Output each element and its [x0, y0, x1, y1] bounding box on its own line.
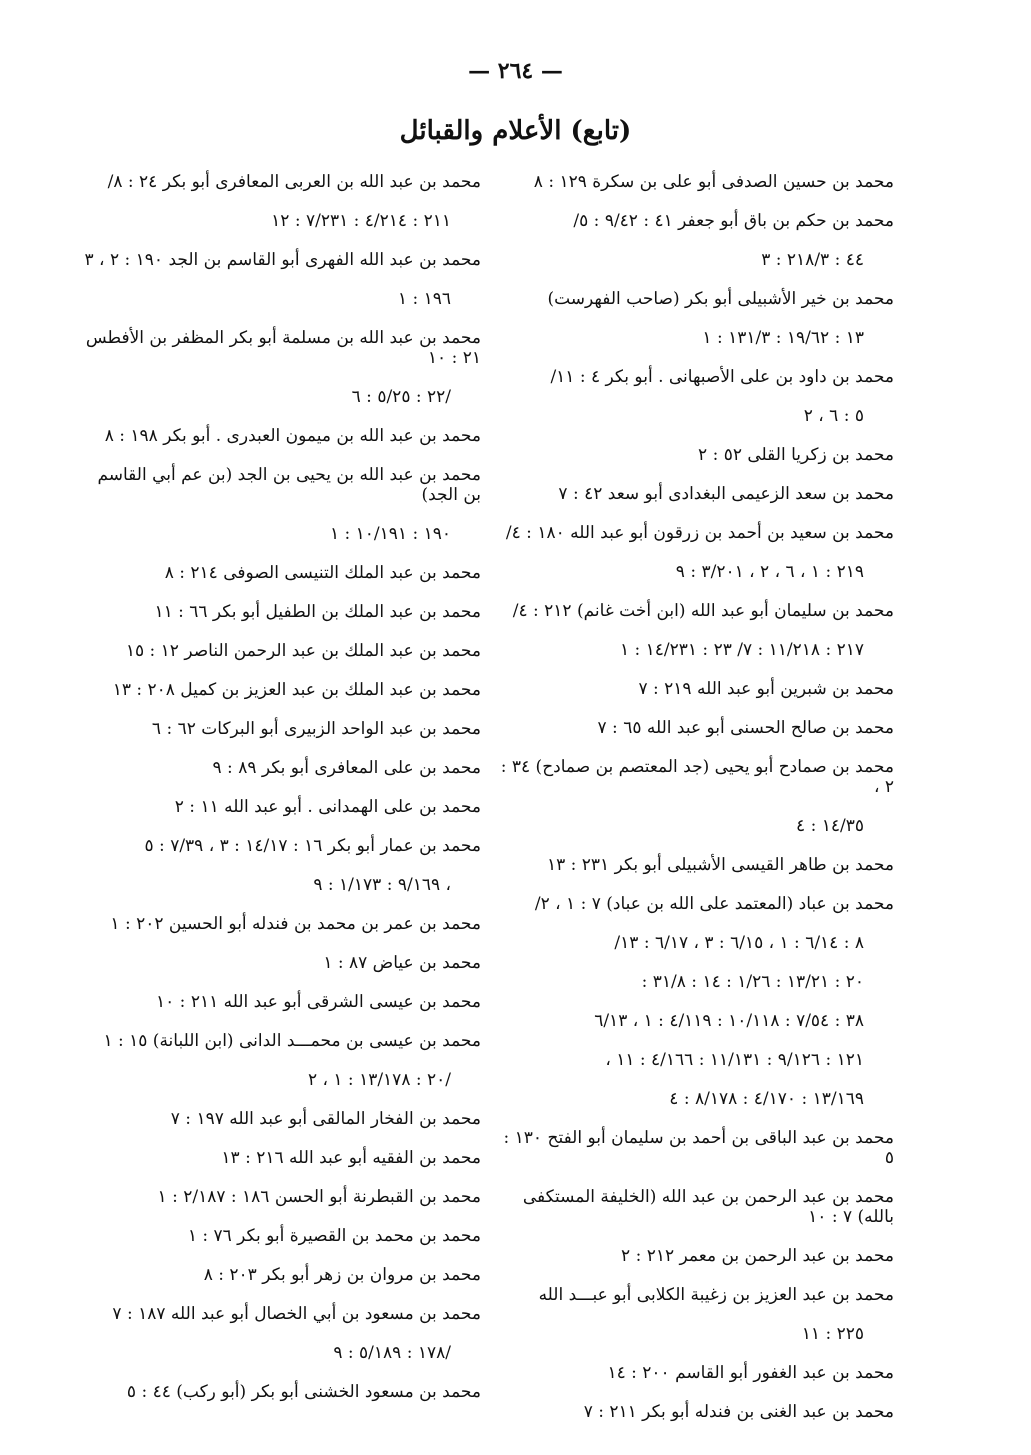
index-entry	[494, 367, 894, 445]
entry-name-line: محمد بن سليمان أبو عبد الله (ابن أخت غانم) ٢١٢ : ٤/	[512, 601, 894, 621]
entry-continuation-line: ٢٢٥ : ١١	[801, 1324, 864, 1344]
entry-continuation-line: ١٤/٣٥ : ٤	[796, 816, 864, 836]
index-entry	[494, 523, 894, 601]
entry-continuation-line: ٢١٧ : ١١/٢١٨ : ٧/ ٢٣ : ١٤/٢٣١ : ١	[619, 640, 864, 660]
entry-name-line: محمد بن عيسى بن محمـــد الدانى (ابن اللبانة) ١٥ : ١	[103, 1031, 481, 1051]
index-entry	[81, 758, 481, 797]
entry-name-line: محمد بن حسين الصدفى أبو على بن سكرة ١٢٩ : ٨	[533, 172, 894, 192]
index-entry	[81, 328, 481, 426]
index-entry	[81, 1226, 481, 1265]
index-entry	[494, 601, 894, 679]
index-entry	[494, 211, 894, 289]
index-entry	[494, 1187, 894, 1246]
index-entry	[81, 836, 481, 914]
entry-name-line: محمد بن محمد بن القصيرة أبو بكر ٧٦ : ١	[187, 1226, 481, 1246]
entry-name-line: محمد بن مروان بن زهر أبو بكر ٢٠٣ : ٨	[203, 1265, 481, 1285]
entry-name-line: محمد بن مسعود الخشنى أبو بكر (أبو ركب) ٤٤ : ٥	[126, 1382, 481, 1402]
index-entry	[81, 563, 481, 602]
entry-name-line: محمد بن عبد الملك بن الطفيل أبو بكر ٦٦ : ١١	[154, 602, 481, 622]
entry-name-line: محمد بن عبد الواحد الزبيرى أبو البركات ٦٢ : ٦	[151, 719, 481, 739]
index-entry	[81, 465, 481, 563]
entry-continuation-line: ٢٠ : ١٣/٢١ : ١/٢٦ : ١٤ : ٣١/٨ :	[641, 972, 864, 992]
entry-continuation-line: /٢٢ : ٥/٢٥ : ٦	[351, 387, 451, 407]
entry-name-line: محمد بن عبد الله بن مسلمة أبو بكر المظفر بن الأفطس ٢١ : ١٠	[85, 328, 481, 368]
entry-continuation-line: ١٩٠ : ١٠/١٩١ : ١	[329, 524, 451, 544]
entry-name-line: محمد بن القبطرنة أبو الحسن ١٨٦ : ٢/١٨٧ : ١	[157, 1187, 481, 1207]
entry-name-line: محمد بن سعد الزعيمى البغدادى أبو سعد ٤٢ : ٧	[558, 484, 894, 504]
entry-name-line: محمد بن عبد العزيز بن زغيبة الكلابى أبو عبـــد الله	[538, 1285, 894, 1305]
entry-continuation-line: ١٣/١٦٩ : ٤/١٧٠ : ٨/١٧٨ : ٤	[669, 1089, 864, 1109]
entry-name-line: محمد بن عبد الباقى بن أحمد بن سليمان أبو الفتح ١٣٠ : ٥	[503, 1128, 894, 1168]
entry-continuation-line: ٣٨ : ٧/٥٤ : ١٠/١١٨ : ٤/١١٩ : ١ ، ٦/١٣	[594, 1011, 864, 1031]
entry-name-line: محمد بن عبد الله الفهرى أبو القاسم بن الجد ١٩٠ : ٢ ، ٣	[84, 250, 481, 270]
index-entry	[494, 172, 894, 211]
entry-continuation-line: ٨ : ٦/١٤ : ١ ، ٦/١٥ : ٣ ، ٦/١٧ : ١٣/	[614, 933, 864, 953]
entry-name-line: محمد بن عبد الله بن ميمون العبدرى . أبو بكر ١٩٨ : ٨	[104, 426, 481, 446]
index-entry	[494, 1246, 894, 1285]
index-entry	[81, 250, 481, 328]
index-entry	[81, 953, 481, 992]
index-entry	[81, 1109, 481, 1148]
index-entry	[81, 1304, 481, 1382]
index-entry	[494, 445, 894, 484]
index-entry	[494, 894, 894, 1128]
entry-name-line: محمد بن شبرين أبو عبد الله ٢١٩ : ٧	[638, 679, 894, 699]
entry-continuation-line: ٤٤ : ٢١٨/٣ : ٣	[761, 250, 864, 270]
index-entry	[81, 680, 481, 719]
entry-name-line: محمد بن زكريا القلى ٥٢ : ٢	[698, 445, 894, 465]
entry-name-line: محمد بن طاهر القيسى الأشبيلى أبو بكر ٢٣١ : ١٣	[546, 855, 894, 875]
index-entry	[81, 992, 481, 1031]
index-entry	[81, 172, 481, 250]
entry-name-line: محمد بن عبد الله بن يحيى بن الجد (بن عم أبي القاسم بن الجد)	[97, 465, 481, 505]
index-entry	[494, 1402, 894, 1441]
entry-name-line: محمد بن عبد الغنى بن فندله أبو بكر ٢١١ : ٧	[583, 1402, 894, 1422]
page-number: — ٢٦٤ —	[468, 58, 563, 84]
entry-continuation-line: /٢٠ : ١٣/١٧٨ : ١ ، ٢	[307, 1070, 451, 1090]
index-entry	[494, 289, 894, 367]
entry-name-line: محمد بن عمر بن محمد بن فندله أبو الحسين ٢٠٢ : ١	[110, 914, 481, 934]
index-entry	[81, 914, 481, 953]
entry-continuation-line: ، ٩/١٦٩ : ١/١٧٣ : ٩	[313, 875, 451, 895]
entry-name-line: محمد بن خير الأشبيلى أبو بكر (صاحب الفهرست)	[547, 289, 894, 309]
index-entry	[81, 426, 481, 465]
entry-name-line: محمد بن عياض ٨٧ : ١	[323, 953, 481, 973]
entry-continuation-line: ١٢١ : ٩/١٢٦ : ١١/١٣١ : ٤/١٦٦ : ١١ ،	[605, 1050, 864, 1070]
index-entry	[81, 797, 481, 836]
entry-name-line: محمد بن عباد (المعتمد على الله بن عباد) ٧ : ١ ، ٢/	[534, 894, 894, 914]
entry-name-line: محمد بن على المعافرى أبو بكر ٨٩ : ٩	[212, 758, 481, 778]
index-entry	[494, 757, 894, 855]
index-entry	[494, 484, 894, 523]
entry-name-line: محمد بن الفخار المالقى أبو عبد الله ١٩٧ : ٧	[170, 1109, 481, 1129]
index-entry	[81, 1148, 481, 1187]
entry-name-line: محمد بن عمار أبو بكر ١٦ : ١٤/١٧ : ٣ ، ٧/٣٩ : ٥	[144, 836, 481, 856]
index-column-right	[494, 172, 894, 1441]
index-entry	[494, 1363, 894, 1402]
entry-name-line: محمد بن على الهمدانى . أبو عبد الله ١١ : ٢	[174, 797, 481, 817]
entry-name-line: محمد بن عيسى الشرقى أبو عبد الله ٢١١ : ١٠	[156, 992, 481, 1012]
index-entry	[81, 1187, 481, 1226]
entry-name-line: محمد بن صمادح أبو يحيى (جد المعتصم بن صمادح) ٣٤ : ٢ ،	[500, 757, 894, 797]
index-entry	[81, 641, 481, 680]
index-entry	[81, 602, 481, 641]
entry-continuation-line: ١٩٦ : ١	[397, 289, 451, 309]
entry-name-line: محمد بن عبد الغفور أبو القاسم ٢٠٠ : ١٤	[607, 1363, 894, 1383]
index-column-left	[81, 172, 481, 1421]
entry-name-line: محمد بن عبد الملك التنيسى الصوفى ٢١٤ : ٨	[164, 563, 481, 583]
entry-name-line: محمد بن عبد الله بن العربى المعافرى أبو بكر ٢٤ : ٨/	[107, 172, 481, 192]
entry-continuation-line: ٢١٩ : ١ ، ٦ ، ٢ ، ٣/٢٠١ : ٩	[675, 562, 864, 582]
entry-name-line: محمد بن سعيد بن أحمد بن زرقون أبو عبد الله ١٨٠ : ٤/	[505, 523, 894, 543]
index-entry	[494, 855, 894, 894]
entry-name-line: محمد بن عبد الرحمن بن عبد الله (الخليفة المستكفى بالله) ٧ : ١٠	[522, 1187, 894, 1227]
index-entry	[81, 1031, 481, 1109]
entry-name-line: محمد بن داود بن على الأصبهانى . أبو بكر ٤ : ١١/	[550, 367, 894, 387]
index-entry	[494, 679, 894, 718]
index-entry	[494, 718, 894, 757]
entry-name-line: محمد بن الفقيه أبو عبد الله ٢١٦ : ١٣	[221, 1148, 481, 1168]
entry-name-line: محمد بن عبد الملك بن عبد العزيز بن كميل ٢٠٨ : ١٣	[112, 680, 481, 700]
index-entry	[81, 719, 481, 758]
entry-name-line: محمد بن صالح الحسنى أبو عبد الله ٦٥ : ٧	[597, 718, 894, 738]
entry-name-line: محمد بن مسعود بن أبي الخصال أبو عبد الله ١٨٧ : ٧	[112, 1304, 481, 1324]
index-entry	[494, 1128, 894, 1187]
index-entry	[81, 1382, 481, 1421]
entry-name-line: محمد بن حكم بن باق أبو جعفر ٤١ : ٩/٤٢ : ٥/	[573, 211, 894, 231]
entry-continuation-line: ٥ : ٦ ، ٢	[803, 406, 864, 426]
entry-continuation-line: ٢١١ : ٤/٢١٤ : ٧/٢٣١ : ١٢	[271, 211, 451, 231]
entry-continuation-line: ١٣ : ١٩/٦٢ : ١٣١/٣ : ١	[702, 328, 864, 348]
entry-name-line: محمد بن عبد الملك بن عبد الرحمن الناصر ١٢ : ١٥	[125, 641, 481, 661]
page-title: (تابع) الأعلام والقبائل	[399, 116, 632, 146]
index-entry	[494, 1285, 894, 1363]
index-entry	[81, 1265, 481, 1304]
entry-continuation-line: /١٧٨ : ٥/١٨٩ : ٩	[333, 1343, 451, 1363]
entry-name-line: محمد بن عبد الرحمن بن معمر ٢١٢ : ٢	[621, 1246, 894, 1266]
